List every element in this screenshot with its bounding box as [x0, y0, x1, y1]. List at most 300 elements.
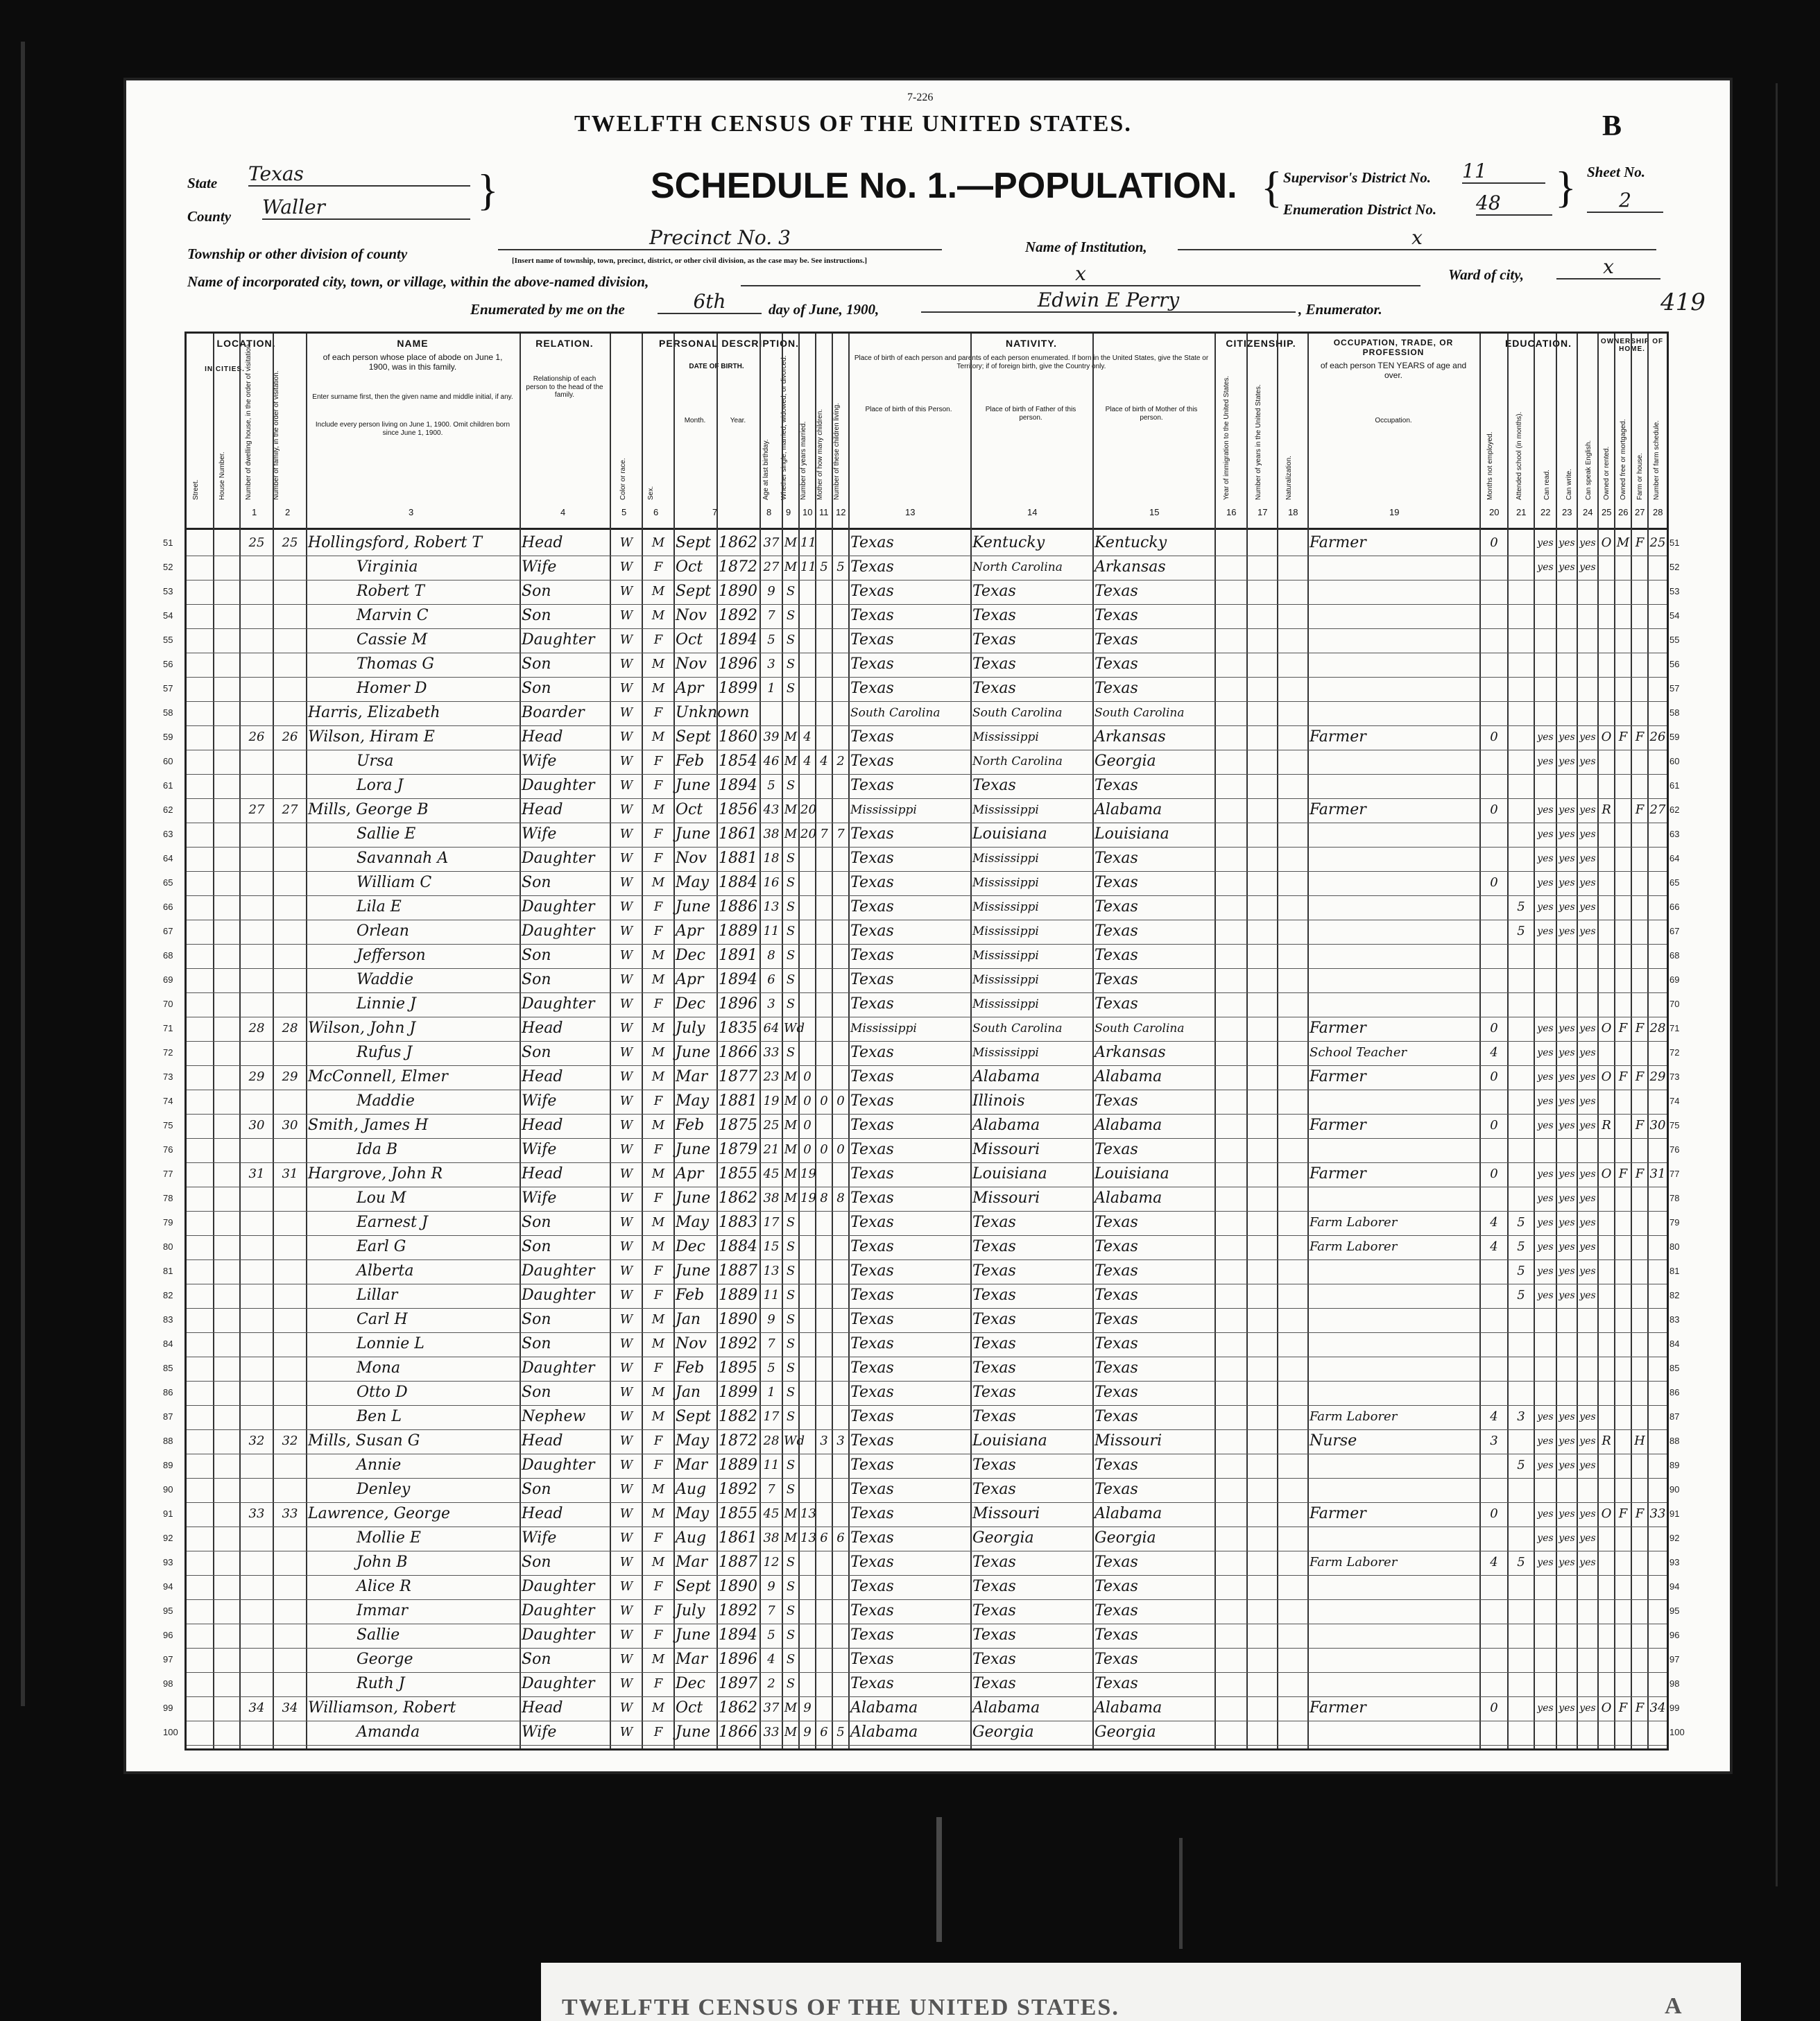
cell-fs: 33: [1649, 1506, 1666, 1521]
column-number: 16: [1226, 507, 1237, 517]
cell-bm: Texas: [1094, 1481, 1138, 1498]
cell-color: W: [619, 1288, 633, 1302]
cell-year: 1896: [719, 1651, 757, 1668]
cell-rel: Head: [522, 1165, 563, 1182]
cell-rel: Wife: [522, 752, 557, 770]
cell-mar: S: [786, 1628, 796, 1642]
cell-bf: Texas: [972, 777, 1016, 794]
cell-color: W: [619, 1434, 633, 1448]
street-label: Street.: [192, 479, 200, 500]
cell-bf: Texas: [972, 1602, 1016, 1619]
cell-bp: Texas: [850, 1432, 894, 1450]
column-number: 1: [252, 507, 257, 517]
cell-bm: South Carolina: [1094, 1022, 1185, 1035]
cell-wr: yes: [1559, 1217, 1575, 1228]
cell-rel: Boarder: [522, 704, 585, 721]
cell-bm: Alabama: [1094, 1068, 1162, 1085]
cell-mar: M: [784, 802, 798, 817]
cell-age: 64: [763, 1021, 780, 1035]
cell-year: 1835: [719, 1020, 757, 1037]
column-number: 26: [1618, 507, 1629, 517]
cell-bm: Texas: [1094, 655, 1138, 673]
schedule-no-label: Number of farm schedule.: [1653, 420, 1660, 500]
cell-age: 9: [767, 1312, 775, 1327]
cell-sex: M: [651, 875, 665, 890]
cell-rel: Son: [522, 680, 551, 697]
cell-mar: S: [786, 1652, 796, 1667]
cell-bf: Louisiana: [972, 1165, 1047, 1182]
cell-age: 38: [763, 827, 780, 841]
cell-rel: Daughter: [522, 631, 595, 648]
cell-name: Amanda: [357, 1723, 420, 1741]
cell-color: W: [619, 1725, 633, 1739]
table-row: [163, 700, 1680, 726]
cell-age: 37: [763, 535, 780, 550]
cell-bp: Texas: [850, 1238, 894, 1255]
cell-mar: M: [784, 1167, 798, 1181]
cell-bp: Texas: [850, 874, 894, 891]
cell-rel: Head: [522, 1117, 563, 1134]
column-number: 10: [802, 507, 813, 517]
form-number: 7-226: [907, 92, 934, 103]
cell-mu: 3: [1490, 1434, 1498, 1448]
cell-color: W: [619, 1336, 633, 1351]
line-number: 76: [163, 1144, 173, 1155]
cell-bf: Mississippi: [972, 925, 1039, 938]
cell-age: 11: [763, 1458, 780, 1472]
cell-bm: Alabama: [1094, 801, 1162, 818]
cell-rel: Daughter: [522, 995, 595, 1013]
next-sheet-strip: [541, 1963, 1741, 2021]
cell-bm: Texas: [1094, 874, 1138, 891]
cell-mar: S: [786, 584, 796, 599]
city-label: Name of incorporated city, town, or village, within the above-named division,: [187, 273, 649, 290]
cell-bm: Texas: [1094, 1238, 1138, 1255]
table-row: [163, 1016, 1680, 1042]
cell-rd: yes: [1537, 1460, 1554, 1471]
cell-sex: F: [653, 827, 663, 841]
cell-rd: yes: [1537, 805, 1554, 816]
personal-group: PERSONAL DESCRIPTION.: [659, 338, 799, 349]
cell-bm: Texas: [1094, 1359, 1138, 1377]
cell-bp: Texas: [850, 947, 894, 964]
cell-rel: Wife: [522, 1092, 557, 1110]
cell-sch: 5: [1517, 1264, 1525, 1278]
cell-en: yes: [1579, 1533, 1596, 1544]
cell-rel: Son: [522, 874, 551, 891]
cell-month: Apr: [676, 971, 704, 988]
line-number-right: 60: [1669, 756, 1680, 766]
cell-sex: F: [653, 1191, 663, 1205]
cell-mort: F: [1618, 1506, 1628, 1521]
cell-name: Ruth J: [357, 1675, 405, 1692]
table-row: [163, 919, 1680, 945]
cell-mar: M: [784, 1142, 798, 1157]
cell-bm: Texas: [1094, 1335, 1138, 1352]
cell-dw: 29: [248, 1069, 265, 1084]
cell-color: W: [619, 1409, 633, 1424]
schedule-title: SCHEDULE No. 1.—POPULATION.: [651, 166, 1237, 206]
cell-sex: F: [653, 633, 663, 647]
cell-mar: S: [786, 608, 796, 623]
cell-sex: F: [653, 1603, 663, 1618]
cell-ym: 0: [803, 1069, 812, 1084]
cell-mar: M: [784, 1118, 798, 1133]
enum-district-label: Enumeration District No.: [1283, 201, 1437, 218]
cell-rd: yes: [1537, 1072, 1554, 1083]
cell-color: W: [619, 1167, 633, 1181]
cell-wr: yes: [1559, 829, 1575, 840]
cell-color: W: [619, 972, 633, 987]
cell-age: 5: [767, 778, 775, 793]
cell-rd: yes: [1537, 1120, 1554, 1131]
cell-occ: Farmer: [1310, 801, 1366, 818]
cell-sex: M: [651, 584, 665, 599]
cell-bm: Missouri: [1094, 1432, 1162, 1450]
cell-own: O: [1601, 1701, 1612, 1715]
cell-bp: Texas: [850, 825, 894, 843]
cell-occ: Nurse: [1310, 1432, 1357, 1450]
cell-fs: 34: [1649, 1701, 1666, 1715]
name-desc: of each person whose place of abode on June 1, 1900, was in this family.: [323, 352, 503, 372]
sheet-letter: B: [1602, 110, 1622, 142]
relation-desc: Relationship of each person to the head of the family.: [526, 375, 603, 399]
cell-mar: S: [786, 1409, 796, 1424]
cell-wr: yes: [1559, 853, 1575, 864]
line-number-right: 94: [1669, 1581, 1680, 1592]
cell-name: McConnell, Elmer: [308, 1068, 448, 1085]
cell-mort: F: [1618, 1701, 1628, 1715]
cell-rel: Daughter: [522, 1359, 595, 1377]
line-number: 88: [163, 1436, 173, 1446]
cell-dw: 25: [248, 535, 265, 550]
line-number: 65: [163, 877, 173, 888]
cell-sex: M: [651, 1506, 665, 1521]
column-number: 20: [1489, 507, 1500, 517]
column-number: 5: [621, 507, 627, 517]
enumerated-mid: day of June, 1900,: [769, 301, 879, 318]
cell-sex: F: [653, 1288, 663, 1302]
line-number-right: 76: [1669, 1144, 1680, 1155]
cell-occ: Farmer: [1310, 1068, 1366, 1085]
cell-en: yes: [1579, 1508, 1596, 1520]
cell-bp: Texas: [850, 1044, 894, 1061]
cell-mar: M: [784, 1531, 798, 1545]
cell-mar: S: [786, 1555, 796, 1570]
cell-own: R: [1602, 1434, 1611, 1448]
cell-sex: M: [651, 730, 665, 744]
cell-bf: Missouri: [972, 1189, 1040, 1207]
table-row: [163, 1429, 1680, 1454]
age-label: Age at last birthday.: [762, 439, 770, 500]
line-number-right: 55: [1669, 635, 1680, 645]
cell-bp: Texas: [850, 1554, 894, 1571]
cell-bm: Alabama: [1094, 1699, 1162, 1717]
cell-rel: Daughter: [522, 922, 595, 940]
line-number: 67: [163, 926, 173, 936]
cell-cl: 5: [836, 560, 845, 574]
cell-fs: 30: [1649, 1118, 1666, 1133]
cell-month: Oct: [676, 801, 703, 818]
cell-sex: M: [651, 1336, 665, 1351]
cell-month: Oct: [676, 1699, 703, 1717]
cell-age: 5: [767, 1361, 775, 1375]
cell-month: June: [676, 1262, 711, 1280]
cell-bp: Texas: [850, 655, 894, 673]
cell-rd: yes: [1537, 926, 1554, 937]
cell-bf: Texas: [972, 1651, 1016, 1668]
cell-wr: yes: [1559, 538, 1575, 549]
name-desc-3: Include every person living on June 1, 1900. Omit children born since June 1, 1900.: [315, 421, 510, 437]
cell-fam: 25: [282, 535, 298, 550]
cell-month: Sept: [676, 534, 712, 551]
cell-bm: Texas: [1094, 1141, 1138, 1158]
cell-mar: S: [786, 875, 796, 890]
cell-bp: Alabama: [850, 1699, 918, 1717]
cell-year: 1890: [719, 1578, 757, 1595]
cell-fs: 26: [1649, 730, 1666, 744]
cell-mar: S: [786, 778, 796, 793]
cell-en: yes: [1579, 562, 1596, 573]
township-label: Township or other division of county: [187, 246, 408, 262]
cell-mar: S: [786, 1482, 796, 1497]
cell-month: May: [676, 1214, 710, 1231]
cell-occ: Farm Laborer: [1310, 1215, 1398, 1230]
cell-farm: F: [1635, 1021, 1645, 1035]
cell-ym: 9: [803, 1701, 812, 1715]
cell-cl: 5: [836, 1725, 845, 1739]
column-number: 11: [819, 507, 829, 517]
cell-cb: 3: [820, 1434, 828, 1448]
cell-name: Mills, George B: [308, 801, 429, 818]
cell-fam: 33: [282, 1506, 298, 1521]
cell-month: Mar: [676, 1651, 708, 1668]
table-row: [163, 968, 1680, 993]
cell-sex: F: [653, 924, 663, 938]
cell-color: W: [619, 778, 633, 793]
cell-mar: S: [786, 1385, 796, 1400]
cell-wr: yes: [1559, 1266, 1575, 1277]
cell-year: 1862: [719, 534, 757, 551]
census-title: TWELFTH CENSUS OF THE UNITED STATES.: [574, 111, 1132, 137]
cell-name: Sallie E: [357, 825, 416, 843]
cell-age: 13: [763, 900, 780, 914]
cell-cl: 8: [836, 1191, 845, 1205]
cell-sch: 5: [1517, 900, 1525, 914]
cell-year: 1894: [719, 1626, 757, 1644]
line-number: 61: [163, 780, 173, 791]
cell-occ: Farm Laborer: [1310, 1409, 1398, 1424]
dwelling-label: Number of dwelling house, in the order of visitation.: [245, 342, 252, 500]
cell-color: W: [619, 535, 633, 550]
cell-rel: Son: [522, 583, 551, 600]
cell-mu: 0: [1490, 1167, 1498, 1181]
children-born-label: Mother of how many children.: [816, 409, 824, 500]
cell-color: W: [619, 1312, 633, 1327]
cell-occ: Farmer: [1310, 1020, 1366, 1037]
cell-wr: yes: [1559, 1290, 1575, 1301]
cell-year: 1884: [719, 874, 757, 891]
cell-bm: Georgia: [1094, 1723, 1156, 1741]
cell-age: 1: [767, 1385, 775, 1400]
cell-sex: F: [653, 1264, 663, 1278]
table-row: [163, 1720, 1685, 1746]
cell-bm: Texas: [1094, 1578, 1138, 1595]
cell-sex: M: [651, 1021, 665, 1035]
cell-color: W: [619, 1579, 633, 1594]
cell-own: R: [1602, 802, 1611, 817]
nativity-desc: Place of birth of each person and parents of each person enumerated. If born in the United States, give the State or Territory; if of foreign birth, give the Country only.: [854, 354, 1209, 370]
cell-mar: S: [786, 900, 796, 914]
cell-rel: Son: [522, 1481, 551, 1498]
cell-bm: Texas: [1094, 1651, 1138, 1668]
cell-en: yes: [1579, 902, 1596, 913]
cell-occ: Farmer: [1310, 534, 1366, 551]
cell-year: 1872: [719, 1432, 757, 1450]
line-number-right: 70: [1669, 999, 1680, 1009]
line-number-right: 63: [1669, 829, 1680, 839]
cell-year: 1872: [719, 558, 757, 576]
cell-rel: Daughter: [522, 1602, 595, 1619]
birth-person-label: Place of birth of this Person.: [865, 406, 952, 413]
cell-sex: M: [651, 1312, 665, 1327]
cell-rel: Son: [522, 971, 551, 988]
cell-color: W: [619, 1676, 633, 1691]
cell-bp: Texas: [850, 1456, 894, 1474]
cell-rd: yes: [1537, 538, 1554, 549]
cell-bm: Texas: [1094, 898, 1138, 915]
table-row: [163, 603, 1680, 629]
cell-name: Otto D: [357, 1384, 408, 1401]
cell-rel: Son: [522, 1311, 551, 1328]
line-number-right: 81: [1669, 1266, 1680, 1276]
line-number: 86: [163, 1387, 173, 1398]
cell-bm: Texas: [1094, 850, 1138, 867]
cell-en: yes: [1579, 1411, 1596, 1422]
column-number: 13: [905, 507, 916, 517]
cell-rel: Son: [522, 655, 551, 673]
line-number: 78: [163, 1193, 173, 1203]
cell-sex: F: [653, 851, 663, 866]
cell-rel: Son: [522, 1651, 551, 1668]
cell-wr: yes: [1559, 756, 1575, 767]
cell-month: Apr: [676, 1165, 704, 1182]
marital-label: Whether single, married, widowed, or divorced.: [780, 355, 788, 500]
line-number-right: 71: [1669, 1023, 1680, 1033]
cell-bf: Texas: [972, 1554, 1016, 1571]
cell-bf: Texas: [972, 1287, 1016, 1304]
cell-mar: S: [786, 1045, 796, 1060]
cell-wr: yes: [1559, 1193, 1575, 1204]
cell-sex: M: [651, 1215, 665, 1230]
table-row: [163, 1502, 1680, 1527]
line-number-right: 90: [1669, 1484, 1680, 1495]
cell-dw: 26: [248, 730, 265, 744]
cell-year: 1895: [719, 1359, 757, 1377]
cell-age: 39: [763, 730, 780, 744]
cell-bm: Georgia: [1094, 1529, 1156, 1547]
write-label: Can write.: [1565, 468, 1573, 500]
cell-ym: 20: [800, 827, 816, 841]
cell-sex: F: [653, 997, 663, 1011]
cell-rel: Son: [522, 947, 551, 964]
cell-bf: South Carolina: [972, 1022, 1063, 1035]
name-desc-2: Enter surname first, then the given name and middle initial, if any.: [312, 393, 513, 401]
cell-rd: yes: [1537, 1508, 1554, 1520]
line-number: 63: [163, 829, 173, 839]
cell-bp: Texas: [850, 995, 894, 1013]
cell-occ: Farm Laborer: [1310, 1555, 1398, 1570]
cell-month: June: [676, 1044, 711, 1061]
cell-month: May: [676, 1432, 710, 1450]
cell-month: Feb: [676, 752, 705, 770]
cell-fs: 27: [1649, 802, 1666, 817]
cell-rd: yes: [1537, 1193, 1554, 1204]
cell-age: 37: [763, 1701, 780, 1715]
cell-month: June: [676, 898, 711, 915]
cell-age: 28: [763, 1434, 780, 1448]
line-number: 70: [163, 999, 173, 1009]
cell-bp: Mississippi: [850, 803, 917, 817]
cell-name: William C: [357, 874, 432, 891]
cell-year: 1882: [719, 1408, 757, 1425]
line-number-right: 57: [1669, 683, 1680, 694]
cell-age: 1: [767, 681, 775, 696]
cell-cl: 6: [836, 1531, 845, 1545]
line-number-right: 73: [1669, 1072, 1680, 1082]
cell-rel: Nephew: [522, 1408, 586, 1425]
next-sheet-letter: A: [1665, 1993, 1682, 2019]
cell-mar: Wd: [784, 1021, 805, 1035]
cell-sex: M: [651, 1555, 665, 1570]
cell-bp: Texas: [850, 728, 894, 746]
table-row: [163, 1671, 1680, 1697]
cell-year: 1892: [719, 607, 757, 624]
cell-name: Ursa: [357, 752, 394, 770]
cell-month: Feb: [676, 1117, 705, 1134]
cell-mar: S: [786, 633, 796, 647]
cell-month: Aug: [676, 1529, 707, 1547]
cell-sex: F: [653, 1676, 663, 1691]
cell-month: Dec: [676, 995, 705, 1013]
cell-mar: S: [786, 948, 796, 963]
cell-year: 1862: [719, 1189, 757, 1207]
cell-name: Linnie J: [357, 995, 416, 1013]
cell-rel: Wife: [522, 558, 557, 576]
education-group: EDUCATION.: [1504, 338, 1572, 349]
cell-bf: Texas: [972, 1675, 1016, 1692]
line-number: 81: [163, 1266, 173, 1276]
cell-month: Sept: [676, 1408, 712, 1425]
cell-year: 1899: [719, 680, 757, 697]
line-number: 69: [163, 974, 173, 985]
cell-color: W: [619, 1506, 633, 1521]
cell-mar: S: [786, 681, 796, 696]
cell-name: Lillar: [357, 1287, 398, 1304]
cell-age: 25: [763, 1118, 780, 1133]
cell-sex: M: [651, 1385, 665, 1400]
cell-bm: Texas: [1094, 1384, 1138, 1401]
cell-occ: Farmer: [1310, 1117, 1366, 1134]
cell-bp: Texas: [850, 1384, 894, 1401]
cell-own: R: [1602, 1118, 1611, 1133]
cell-cb: 0: [820, 1094, 828, 1108]
cell-cl: 0: [836, 1094, 845, 1108]
cell-name: Cassie M: [357, 631, 428, 648]
cell-rd: yes: [1537, 1096, 1554, 1107]
cell-farm: F: [1635, 802, 1645, 817]
line-number-right: 64: [1669, 853, 1680, 863]
